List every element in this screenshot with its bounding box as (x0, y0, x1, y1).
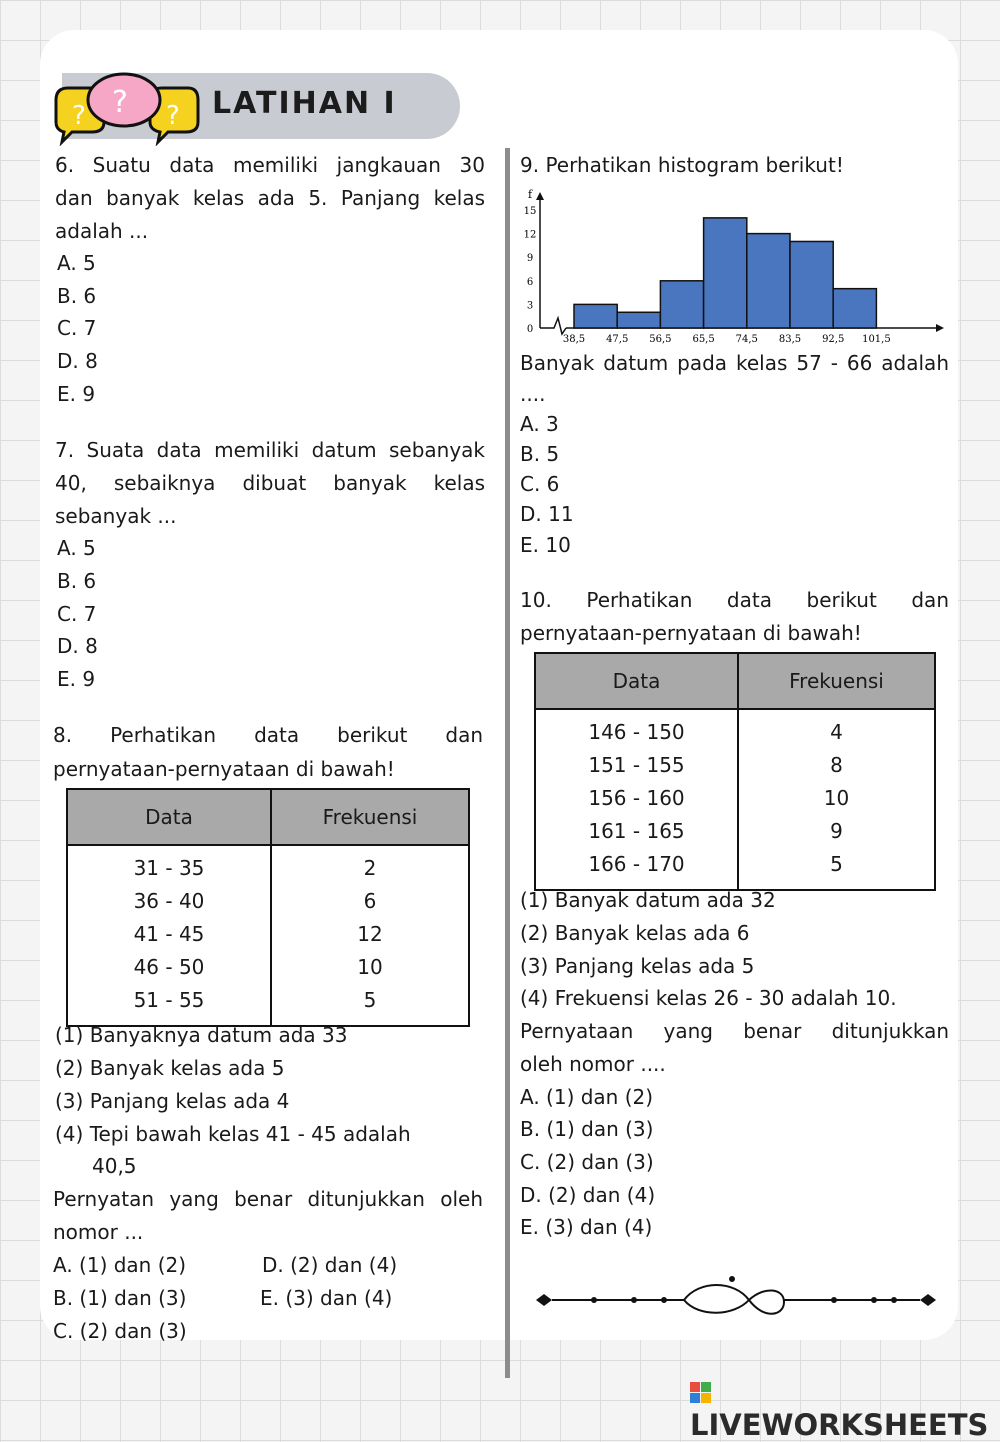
x-tick-label: 83,5 (778, 334, 802, 345)
q10-closing-line: oleh nomor .... (520, 1052, 666, 1076)
y-tick-label: 0 (526, 324, 534, 335)
histogram-bar (660, 281, 703, 328)
table-cell: 6 (271, 884, 469, 917)
q10-frequency-table (534, 652, 936, 891)
x-tick-label: 74,5 (735, 334, 758, 345)
q9-option[interactable]: D. 11 (520, 502, 574, 526)
y-tick-label: 12 (523, 229, 537, 241)
q8-statement: (3) Panjang kelas ada 4 (55, 1089, 290, 1113)
table-header: Frekuensi (271, 789, 469, 845)
q8-statement: 40,5 (92, 1154, 137, 1178)
q7-stem-line: 7. Suata data memiliki datum sebanyak (55, 438, 485, 462)
table-cell: 10 (738, 781, 935, 814)
watermark-text: LIVEWORKSHEETS (690, 1408, 989, 1442)
ornament-divider-icon (534, 1272, 938, 1324)
table-cell: 12 (271, 917, 469, 950)
q8-stem-line: pernyataan-pernyataan di bawah! (53, 757, 395, 781)
liveworksheets-watermark (690, 1374, 1000, 1442)
bubble-mark: ? (72, 101, 86, 131)
q10-option[interactable]: B. (1) dan (3) (520, 1117, 654, 1141)
q7-option[interactable]: B. 6 (57, 569, 97, 593)
y-axis-label: f (528, 188, 533, 201)
table-header: Frekuensi (738, 653, 935, 709)
table-row (535, 814, 935, 847)
table-row (67, 950, 469, 983)
bubble-mark: ? (166, 101, 180, 131)
x-tick-label: 101,5 (862, 334, 891, 345)
q10-statement: (2) Banyak kelas ada 6 (520, 921, 750, 945)
q10-option[interactable]: A. (1) dan (2) (520, 1085, 654, 1109)
q9-option[interactable]: E. 10 (520, 533, 571, 557)
q6-stem-line: dan banyak kelas ada 5. Panjang kelas (55, 186, 485, 210)
table-cell: 10 (271, 950, 469, 983)
q7-stem-line: 40, sebaiknya dibuat banyak kelas (55, 471, 485, 495)
q8-option[interactable]: B. (1) dan (3) (53, 1286, 187, 1310)
q10-option[interactable]: E. (3) dan (4) (520, 1215, 653, 1239)
axis-break-icon (540, 318, 566, 334)
table-cell: 8 (738, 748, 935, 781)
table-cell: 156 - 160 (535, 781, 738, 814)
q8-statement: (2) Banyak kelas ada 5 (55, 1056, 285, 1080)
q10-statement: (1) Banyak datum ada 32 (520, 888, 776, 912)
bubble-mark: ? (112, 85, 128, 120)
q8-statement: (4) Tepi bawah kelas 41 - 45 adalah (55, 1122, 411, 1146)
table-cell: 161 - 165 (535, 814, 738, 847)
table-cell: 5 (271, 983, 469, 1026)
x-axis-arrow-icon (936, 324, 944, 332)
histogram-bar (704, 218, 747, 328)
table-cell: 4 (738, 709, 935, 748)
q10-statement: (4) Frekuensi kelas 26 - 30 adalah 10. (520, 986, 897, 1010)
q6-option[interactable]: D. 8 (57, 349, 98, 373)
histogram-bar (617, 312, 660, 328)
x-tick-label: 92,5 (822, 334, 845, 345)
table-cell: 41 - 45 (67, 917, 271, 950)
q8-option[interactable]: E. (3) dan (4) (260, 1286, 393, 1310)
q6-option[interactable]: C. 7 (57, 316, 97, 340)
histogram-bar (574, 304, 617, 328)
q8-option[interactable]: C. (2) dan (3) (53, 1319, 187, 1343)
table-cell: 5 (738, 847, 935, 890)
q7-stem-line: sebanyak ... (55, 504, 177, 528)
y-tick-label: 3 (526, 300, 534, 312)
liveworksheets-logo-icon (690, 1382, 712, 1404)
column-divider (505, 148, 510, 1378)
q7-option[interactable]: E. 9 (57, 667, 96, 691)
y-tick-label: 9 (526, 253, 534, 265)
table-row (535, 748, 935, 781)
q6-option[interactable]: E. 9 (57, 382, 96, 406)
page-title: LATIHAN I (212, 86, 397, 121)
q6-stem-line: adalah ... (55, 219, 149, 243)
table-header: Data (535, 653, 738, 709)
q9-option[interactable]: A. 3 (520, 412, 559, 436)
x-tick-label: 38,5 (562, 334, 586, 345)
q9-stem: 9. Perhatikan histogram berikut! (520, 153, 844, 177)
q8-closing-line: nomor ... (53, 1220, 144, 1244)
histogram-bar (790, 241, 833, 328)
q7-option[interactable]: A. 5 (57, 536, 96, 560)
table-row (535, 781, 935, 814)
q6-option[interactable]: B. 6 (57, 284, 97, 308)
table-header: Data (67, 789, 271, 845)
q8-closing-line: Pernyatan yang benar ditunjukkan oleh (53, 1187, 483, 1211)
table-cell: 46 - 50 (67, 950, 271, 983)
q10-stem-line: pernyataan-pernyataan di bawah! (520, 621, 862, 645)
table-row (67, 917, 469, 950)
q9-after-line: .... (520, 382, 546, 406)
table-cell: 151 - 155 (535, 748, 738, 781)
histogram-bar (833, 289, 876, 328)
q8-option[interactable]: D. (2) dan (4) (262, 1253, 398, 1277)
table-cell: 146 - 150 (535, 709, 738, 748)
q10-closing-line: Pernyataan yang benar ditunjukkan (520, 1019, 949, 1043)
q8-statement: (1) Banyaknya datum ada 33 (55, 1023, 348, 1047)
q10-option[interactable]: C. (2) dan (3) (520, 1150, 654, 1174)
table-row (67, 884, 469, 917)
histogram-chart (516, 186, 948, 348)
question-bubbles-icon (52, 70, 202, 146)
q8-frequency-table (66, 788, 470, 1027)
x-tick-label: 56,5 (649, 334, 672, 345)
table-cell: 166 - 170 (535, 847, 738, 890)
histogram-bar (747, 234, 790, 328)
q7-option[interactable]: D. 8 (57, 634, 98, 658)
table-cell: 2 (271, 845, 469, 884)
table-cell: 36 - 40 (67, 884, 271, 917)
table-row (67, 845, 469, 884)
x-tick-label: 47,5 (606, 334, 629, 345)
table-cell: 31 - 35 (67, 845, 271, 884)
q10-stem-line: 10. Perhatikan data berikut dan (520, 588, 949, 612)
q9-option[interactable]: C. 6 (520, 472, 560, 496)
table-cell: 9 (738, 814, 935, 847)
table-cell: 51 - 55 (67, 983, 271, 1026)
q10-statement: (3) Panjang kelas ada 5 (520, 954, 755, 978)
q8-option[interactable]: A. (1) dan (2) (53, 1253, 187, 1277)
y-tick-label: 6 (526, 276, 534, 288)
y-tick-label: 15 (523, 206, 537, 217)
q6-stem-line: 6. Suatu data memiliki jangkauan 30 (55, 153, 485, 177)
q10-option[interactable]: D. (2) dan (4) (520, 1183, 656, 1207)
q8-stem-line: 8. Perhatikan data berikut dan (53, 723, 483, 747)
q9-option[interactable]: B. 5 (520, 442, 560, 466)
q9-after-line: Banyak datum pada kelas 57 - 66 adalah (520, 351, 949, 375)
y-axis-arrow-icon (536, 192, 544, 200)
q7-option[interactable]: C. 7 (57, 602, 97, 626)
q6-option[interactable]: A. 5 (57, 251, 96, 275)
x-tick-label: 65,5 (692, 334, 715, 345)
table-row (535, 709, 935, 748)
